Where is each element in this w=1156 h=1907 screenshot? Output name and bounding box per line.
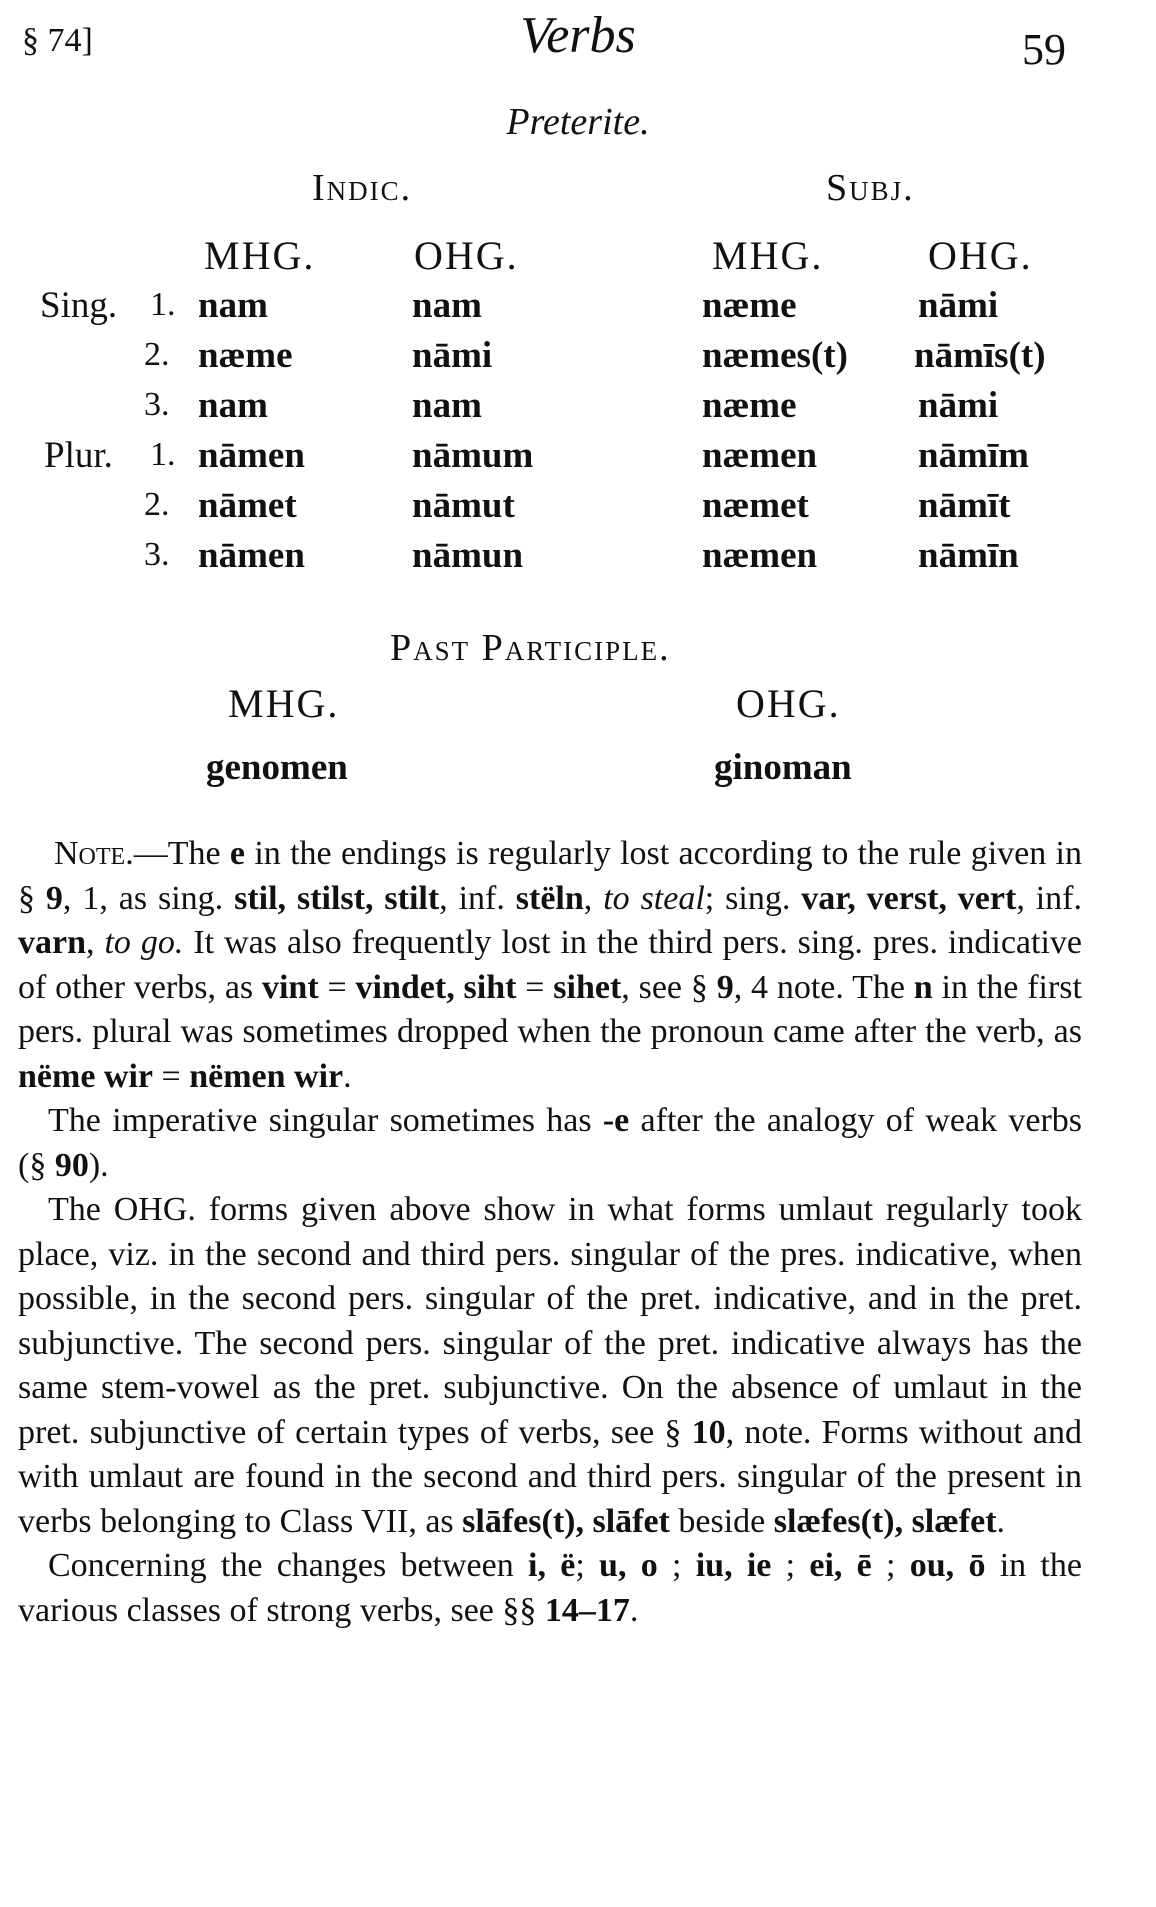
form-ohg-subj: nāmīn <box>918 535 1019 576</box>
bold-form: vint <box>261 968 319 1006</box>
text: after the analogy of weak verbs (§ <box>18 1102 1083 1184</box>
bold-form: -e <box>602 1102 630 1139</box>
row-number: 3. <box>144 386 170 423</box>
bold-form: vindet, siht <box>355 968 517 1006</box>
page-number: 59 <box>1022 25 1066 74</box>
text: , 4 note. The <box>733 968 914 1006</box>
indic-label: Indic. <box>312 167 413 209</box>
bold-form: stëln <box>515 879 584 917</box>
bold-form: nëme wir <box>18 1057 154 1095</box>
text: = <box>516 968 554 1006</box>
text: ; <box>871 1547 910 1584</box>
text: , see § <box>621 968 717 1006</box>
bold-form: e <box>229 835 245 872</box>
note-paragraph-3 <box>18 1188 1082 1544</box>
bold-form: ei, ē <box>809 1547 872 1584</box>
col-head-ohg-indic: OHG. <box>414 233 519 278</box>
bold-form: 14–17 <box>544 1591 630 1629</box>
page-title: Verbs <box>520 7 636 64</box>
bold-form: slāfes(t), slāfet <box>462 1502 670 1540</box>
form-mhg-indic: nāmen <box>198 535 305 576</box>
text: , inf. <box>1016 879 1082 917</box>
form-mhg-subj: næme <box>702 385 797 426</box>
subj-label: Subj. <box>826 167 915 209</box>
text: . <box>996 1502 1006 1540</box>
bold-form: slæfes(t), slæfet <box>773 1502 997 1540</box>
italic-gloss: to steal <box>603 879 705 917</box>
row-number: 2. <box>144 336 170 373</box>
form-mhg-subj: næmen <box>702 435 818 476</box>
form-ohg-indic: nāmi <box>412 335 493 376</box>
form-ohg-indic: nam <box>412 285 482 326</box>
text: in the various classes of strong verbs, see §§ <box>18 1547 1082 1629</box>
row-number: 1. <box>150 436 176 473</box>
form-ohg-subj: nāmīs(t) <box>914 335 1046 376</box>
text: , 1, as sing. <box>62 879 235 917</box>
bold-form: stil, stilst, stilt <box>234 879 440 917</box>
form-mhg-subj: næmen <box>702 535 818 576</box>
text: . <box>629 1591 639 1629</box>
note-lead: Note. <box>54 835 134 872</box>
bold-form: n <box>913 968 933 1006</box>
text: beside <box>669 1502 774 1540</box>
text: ; sing. <box>704 879 802 917</box>
form-ohg-indic: nāmun <box>412 535 524 576</box>
text: ; <box>657 1547 696 1584</box>
participle-ohg-form: ginoman <box>714 747 852 788</box>
row-number: 1. <box>150 286 176 323</box>
text: The imperative singular sometimes has <box>48 1102 603 1139</box>
bold-form: iu, ie <box>695 1547 772 1584</box>
bold-form: u, o <box>599 1547 658 1584</box>
form-mhg-indic: næme <box>198 335 293 376</box>
text: , <box>583 879 604 917</box>
bold-form: var, verst, vert <box>801 879 1017 917</box>
text: = <box>153 1057 190 1095</box>
row-number: 3. <box>144 536 170 573</box>
group-label-plur: Plur. <box>44 435 113 476</box>
form-ohg-subj: nāmi <box>918 385 999 426</box>
form-ohg-subj: nāmīt <box>918 485 1011 526</box>
preterite-title: Preterite. <box>506 101 650 143</box>
group-label-sing: Sing. <box>40 285 118 326</box>
text: , note. Forms without and with umlaut are found in the second and third pers. singular of the present in verbs belonging to Class VII, as <box>18 1413 1082 1540</box>
bold-form: sihet <box>553 968 622 1006</box>
note-body <box>18 832 1082 1633</box>
bold-form: ou, ō <box>909 1547 986 1584</box>
participle-title: Past Participle. <box>390 627 671 669</box>
participle-ohg-label: OHG. <box>736 681 841 726</box>
form-mhg-subj: næmes(t) <box>702 335 848 376</box>
note-paragraph-4 <box>18 1544 1082 1633</box>
text: ; <box>771 1547 810 1584</box>
participle-mhg-label: MHG. <box>228 681 340 726</box>
bold-form: 9 <box>716 968 734 1006</box>
text: . <box>343 1057 352 1095</box>
form-mhg-subj: næme <box>702 285 797 326</box>
participle-mhg-form: genomen <box>206 747 348 788</box>
form-mhg-indic: nam <box>198 385 268 426</box>
bold-form: nëmen wir <box>189 1057 344 1095</box>
text: in the endings is regularly lost according to the rule given in § <box>18 835 1083 917</box>
text: It was also frequently lost in the third pers. sing. pres. indicative of other verbs, as <box>18 924 1082 1006</box>
italic-gloss: to go. <box>104 924 184 961</box>
text: in the first pers. plural was sometimes dropped when the pronoun came after the verb, as <box>18 968 1082 1050</box>
form-mhg-indic: nāmen <box>198 435 305 476</box>
form-ohg-subj: nāmīm <box>918 435 1029 476</box>
text: ; <box>575 1547 600 1584</box>
bold-form: varn <box>18 924 86 961</box>
text: —The <box>133 835 230 872</box>
form-mhg-indic: nāmet <box>198 485 297 526</box>
text: The OHG. forms given above show in what forms umlaut regularly took place, viz. in the second and third pers. singular of the pres. indicative, when possible, in the second pers. singular of the pret. indicative, and in the pret. subjunctive. The second pers. singular of the pret. indicative always has the same stem-vowel as the pret. subjunctive. On the absence of umlaut in the pret. subjunctive of certain types of verbs, see § <box>18 1191 1082 1451</box>
bold-form: i, ë <box>528 1547 576 1584</box>
col-head-mhg-indic: MHG. <box>204 233 316 278</box>
form-ohg-indic: nāmum <box>412 435 534 476</box>
text: ). <box>88 1146 109 1184</box>
text: = <box>318 968 356 1006</box>
text: , inf. <box>439 879 516 917</box>
text: Concerning the changes between <box>48 1547 529 1584</box>
bold-form: 10 <box>691 1413 726 1451</box>
row-number: 2. <box>144 486 170 523</box>
col-head-mhg-subj: MHG. <box>712 233 824 278</box>
note-paragraph-2 <box>18 1099 1082 1188</box>
section-reference: § 74] <box>22 22 93 59</box>
form-ohg-subj: nāmi <box>918 285 999 326</box>
form-ohg-indic: nam <box>412 385 482 426</box>
bold-form: 90 <box>54 1146 89 1184</box>
form-ohg-indic: nāmut <box>412 485 515 526</box>
bold-form: 9 <box>45 879 63 917</box>
form-mhg-subj: næmet <box>702 485 809 526</box>
form-mhg-indic: nam <box>198 285 268 326</box>
note-paragraph-1 <box>18 832 1082 1099</box>
text: , <box>86 924 105 961</box>
col-head-ohg-subj: OHG. <box>928 233 1033 278</box>
